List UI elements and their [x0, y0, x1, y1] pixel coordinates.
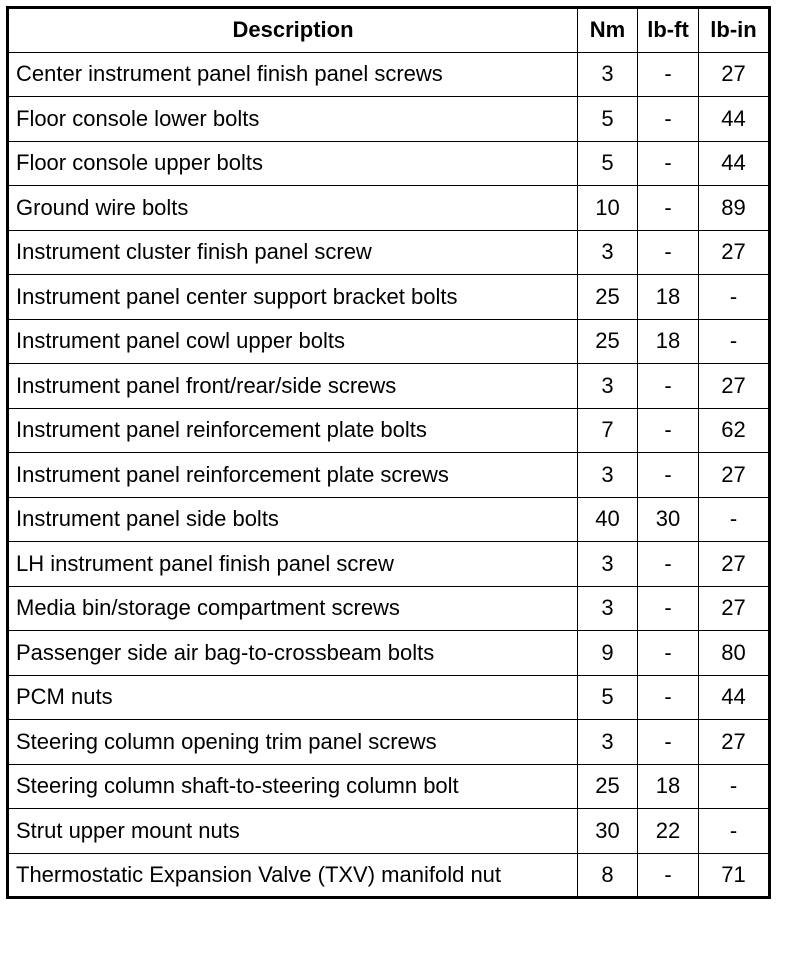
cell-lbft: - [638, 230, 699, 275]
table-row [8, 853, 770, 898]
table-row [8, 97, 770, 142]
cell-lbft: 18 [638, 764, 699, 809]
cell-nm: 3 [578, 52, 638, 97]
cell-lbin: 89 [699, 186, 770, 231]
table-row [8, 497, 770, 542]
table-row [8, 586, 770, 631]
cell-lbft: - [638, 542, 699, 587]
cell-lbft: - [638, 408, 699, 453]
table-row [8, 230, 770, 275]
cell-lbft: - [638, 186, 699, 231]
cell-nm: 3 [578, 542, 638, 587]
table-row [8, 720, 770, 765]
cell-description: Strut upper mount nuts [8, 809, 578, 854]
table-row [8, 364, 770, 409]
cell-description: Instrument panel side bolts [8, 497, 578, 542]
table-row [8, 809, 770, 854]
cell-lbft: 22 [638, 809, 699, 854]
table-row [8, 453, 770, 498]
cell-description: Floor console lower bolts [8, 97, 578, 142]
cell-nm: 3 [578, 720, 638, 765]
cell-nm: 25 [578, 319, 638, 364]
header-nm: Nm [578, 8, 638, 53]
cell-lbin: 27 [699, 364, 770, 409]
cell-description: Ground wire bolts [8, 186, 578, 231]
table-row [8, 764, 770, 809]
cell-description: Steering column opening trim panel screws [8, 720, 578, 765]
cell-nm: 40 [578, 497, 638, 542]
cell-lbft: 18 [638, 319, 699, 364]
cell-lbin: 80 [699, 631, 770, 676]
table-row [8, 408, 770, 453]
cell-lbin: 44 [699, 97, 770, 142]
table-row [8, 52, 770, 97]
cell-description: Floor console upper bolts [8, 141, 578, 186]
cell-lbft: - [638, 675, 699, 720]
table-row [8, 141, 770, 186]
cell-nm: 3 [578, 586, 638, 631]
cell-lbin: - [699, 319, 770, 364]
table-row [8, 319, 770, 364]
cell-nm: 10 [578, 186, 638, 231]
table-header-row [8, 8, 770, 53]
cell-lbft: - [638, 453, 699, 498]
cell-nm: 5 [578, 141, 638, 186]
cell-lbft: - [638, 853, 699, 898]
cell-lbft: - [638, 720, 699, 765]
cell-description: Steering column shaft-to-steering column bolt [8, 764, 578, 809]
cell-lbin: 71 [699, 853, 770, 898]
table-row [8, 542, 770, 587]
cell-description: Instrument panel cowl upper bolts [8, 319, 578, 364]
cell-description: LH instrument panel finish panel screw [8, 542, 578, 587]
cell-lbin: 27 [699, 542, 770, 587]
cell-description: Instrument cluster finish panel screw [8, 230, 578, 275]
cell-description: Passenger side air bag-to-crossbeam bolts [8, 631, 578, 676]
table-row [8, 675, 770, 720]
cell-nm: 25 [578, 275, 638, 320]
cell-lbft: - [638, 52, 699, 97]
cell-lbin: 44 [699, 675, 770, 720]
cell-nm: 5 [578, 675, 638, 720]
cell-nm: 30 [578, 809, 638, 854]
cell-lbft: - [638, 631, 699, 676]
cell-nm: 3 [578, 453, 638, 498]
cell-lbin: 62 [699, 408, 770, 453]
cell-nm: 8 [578, 853, 638, 898]
cell-description: Center instrument panel finish panel screws [8, 52, 578, 97]
cell-description: Instrument panel center support bracket bolts [8, 275, 578, 320]
header-lbin: lb-in [699, 8, 770, 53]
cell-lbin: 27 [699, 52, 770, 97]
cell-lbft: - [638, 586, 699, 631]
table-row [8, 275, 770, 320]
cell-lbin: 27 [699, 453, 770, 498]
cell-nm: 3 [578, 364, 638, 409]
cell-nm: 5 [578, 97, 638, 142]
header-lbft: lb-ft [638, 8, 699, 53]
cell-description: PCM nuts [8, 675, 578, 720]
cell-nm: 3 [578, 230, 638, 275]
cell-lbft: - [638, 141, 699, 186]
cell-lbin: - [699, 497, 770, 542]
cell-lbin: - [699, 809, 770, 854]
header-description: Description [8, 8, 578, 53]
cell-lbin: - [699, 275, 770, 320]
cell-lbin: - [699, 764, 770, 809]
cell-lbin: 27 [699, 720, 770, 765]
cell-lbft: 30 [638, 497, 699, 542]
cell-lbin: 44 [699, 141, 770, 186]
cell-nm: 7 [578, 408, 638, 453]
table-row [8, 186, 770, 231]
cell-lbin: 27 [699, 586, 770, 631]
cell-description: Instrument panel reinforcement plate screws [8, 453, 578, 498]
cell-description: Instrument panel reinforcement plate bolts [8, 408, 578, 453]
cell-nm: 9 [578, 631, 638, 676]
cell-nm: 25 [578, 764, 638, 809]
torque-specifications-table [6, 6, 771, 899]
table-body [8, 52, 770, 898]
cell-lbin: 27 [699, 230, 770, 275]
cell-lbft: 18 [638, 275, 699, 320]
table-row [8, 631, 770, 676]
cell-description: Media bin/storage compartment screws [8, 586, 578, 631]
cell-description: Thermostatic Expansion Valve (TXV) manifold nut [8, 853, 578, 898]
cell-lbft: - [638, 364, 699, 409]
cell-lbft: - [638, 97, 699, 142]
cell-description: Instrument panel front/rear/side screws [8, 364, 578, 409]
